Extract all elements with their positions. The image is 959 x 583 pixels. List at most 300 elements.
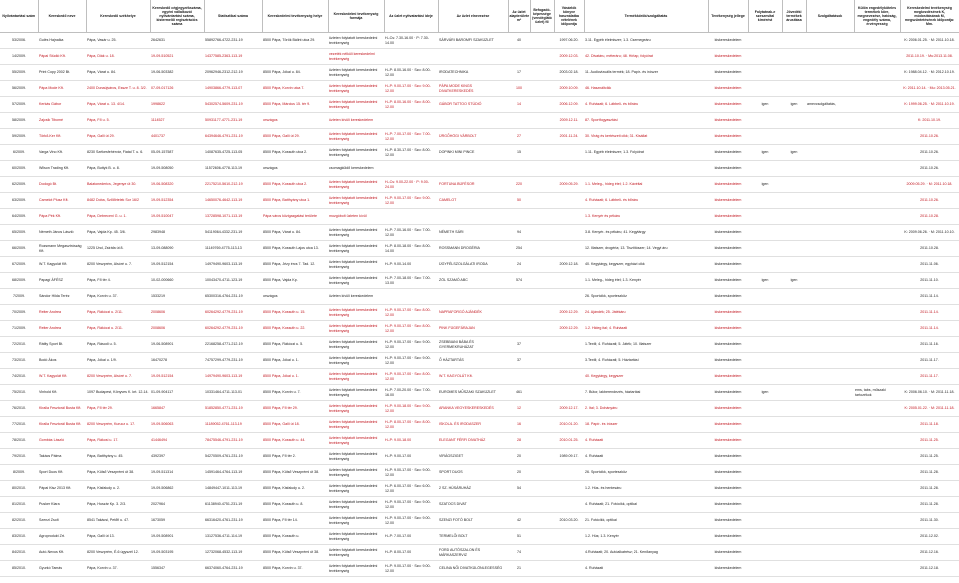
registration-number: 19-09-510521	[150, 49, 204, 65]
trader-name: Gulés Hajnalka	[38, 33, 86, 49]
statistical-number: 10043470-4711-123-19	[204, 273, 262, 289]
status-date: 2011.11.28.	[900, 481, 959, 497]
floor-area: 15	[508, 145, 530, 161]
excise-goods	[782, 81, 806, 97]
trade-location: 8500 Pápa, Korvin u. 37.	[262, 561, 328, 577]
floor-area: 461	[508, 385, 530, 401]
alcohol-service: igen	[748, 145, 782, 161]
capacity	[530, 209, 554, 225]
shop-name: Ő HÁZTARTÁS	[438, 353, 508, 369]
registry-number: 68/2009.	[0, 273, 38, 289]
shop-name: ELEGANT FÉRFI DIVATHÁZ	[438, 433, 508, 449]
registration-number: 07-09-017126	[150, 81, 204, 97]
statistical-number: 11149769-4775-113-13	[204, 241, 262, 257]
opening-hours	[384, 289, 438, 305]
trader-name: Németh János László	[38, 225, 86, 241]
floor-area	[508, 321, 530, 337]
status-date: K: 2006.06.10. · M: 2011.11.18.	[900, 385, 959, 401]
registry-number: 58/2009.	[0, 113, 38, 129]
capacity	[530, 529, 554, 545]
statistical-number: 22168258-4771-212-19	[204, 337, 262, 353]
special-permits	[854, 65, 900, 81]
product-groups: 18. Papír- és írószer	[584, 417, 708, 433]
complaint-book-date: 2003.02.18.	[554, 65, 584, 81]
status-date: K: 2011.10.14. · Mu: 2013.05.21.	[900, 81, 959, 97]
services	[806, 33, 854, 49]
product-groups: 40. Kegytárgy, kegyszer	[584, 369, 708, 385]
capacity	[530, 385, 554, 401]
trader-name: Gyurkó Tamás	[38, 561, 86, 577]
opening-hours: H–P: 9.00-14.00	[384, 257, 438, 273]
trader-name: Sport Duos Kft.	[38, 465, 86, 481]
capacity	[530, 337, 554, 353]
registry-number: 81/2010.	[0, 497, 38, 513]
complaint-book-date	[554, 465, 584, 481]
registration-number: 05-09-157587	[150, 145, 204, 161]
excise-goods	[782, 241, 806, 257]
registration-number: 2027964	[150, 497, 204, 513]
table-header-row	[0, 0, 959, 33]
trader-name: Kiralla Fesztorál Busta Kft.	[38, 401, 86, 417]
product-groups: 4. Ruházati; 21. Fotócikk, optikai	[584, 497, 708, 513]
statistical-number: 14650076-4642-113-19	[204, 193, 262, 209]
activity-kind: kiskereskedelem	[708, 433, 748, 449]
registration-number: 1114527	[150, 113, 204, 129]
registration-number: 19-09-508901	[150, 529, 204, 545]
statistical-number: 11572606-4778-113-19	[204, 161, 262, 177]
trader-seat: 8200 Veszprém, Alsóré u. 7.	[86, 369, 150, 385]
registry-number: 6/2009.	[0, 145, 38, 161]
opening-hours: H–P: 9.00-17.00 · Szo: 8.00-12.00	[384, 369, 438, 385]
registry-number: 80/2010.	[0, 481, 38, 497]
complaint-book-date: 2006.12.09.	[554, 97, 584, 113]
table-row	[0, 193, 959, 209]
registration-number: 19-09-506862	[150, 481, 204, 497]
registry-number: 56/2009.	[0, 81, 38, 97]
trader-name: Pápa Mode Kft.	[38, 81, 86, 97]
floor-area	[508, 497, 530, 513]
trader-seat: Pápa, Korvin u. 37.	[86, 289, 150, 305]
trader-name: Gombás László	[38, 433, 86, 449]
registration-number: 1673059	[150, 513, 204, 529]
shop-name: ARANKA VEGYESKERESKEDÉS	[438, 401, 508, 417]
trade-location: 8500 Pápa, Kossuth Lajos utca 13.	[262, 241, 328, 257]
excise-goods	[782, 497, 806, 513]
statistical-number: 11189052-4761-113-19	[204, 417, 262, 433]
trade-location: 8500 Pápa, Török Bálint utca 29.	[262, 33, 328, 49]
capacity	[530, 417, 554, 433]
special-permits	[854, 513, 900, 529]
statistical-number: 14979490-9603-113-19	[204, 257, 262, 273]
excise-goods	[782, 481, 806, 497]
status-date: 2011.11.25.	[900, 449, 959, 465]
product-groups: 4. Ruházati; 6. Lábbeli- és bőráru	[584, 97, 708, 113]
trader-name: W.T. Kagyolát Kft.	[38, 369, 86, 385]
activity-kind: kiskereskedelem	[708, 289, 748, 305]
table-row	[0, 113, 959, 129]
statistical-number: 14377585-2363-113-19	[204, 49, 262, 65]
registry-number: 83/2010.	[0, 529, 38, 545]
special-permits	[854, 193, 900, 209]
services	[806, 513, 854, 529]
capacity	[530, 497, 554, 513]
alcohol-service	[748, 305, 782, 321]
trader-seat: Pápa, Jókai u. 1/9.	[86, 353, 150, 369]
trade-location: 8500 Pápa, Fő tér 14.	[262, 513, 328, 529]
product-groups: 12. Illatszer, drogéria; 13. Tisztítószer; 14. Vegyi áru	[584, 241, 708, 257]
shop-name	[438, 289, 508, 305]
services	[806, 145, 854, 161]
shop-name: CAMELOT	[438, 193, 508, 209]
shop-name: IRODATECHNIKA	[438, 65, 508, 81]
services	[806, 561, 854, 577]
statistical-number: 14087635-4725-113-05	[204, 145, 262, 161]
trade-form: üzleten folytatott kereskedelmi tevékenység	[328, 513, 384, 529]
floor-area: 42	[508, 513, 530, 529]
alcohol-service	[748, 353, 782, 369]
trade-form: üzleten folytatott kereskedelmi tevékenység	[328, 129, 384, 145]
floor-area: 37	[508, 353, 530, 369]
floor-area: 20	[508, 465, 530, 481]
registration-number: 19-09-508050	[150, 161, 204, 177]
trader-seat: 2400 Dunaújváros, Essze T. u. 8. 3/2.	[86, 81, 150, 97]
alcohol-service	[748, 529, 782, 545]
excise-goods: igen	[782, 273, 806, 289]
capacity	[530, 81, 554, 97]
excise-goods	[782, 289, 806, 305]
activity-kind: kiskereskedelem	[708, 161, 748, 177]
complaint-book-date	[554, 161, 584, 177]
product-groups: 7. Bútor, lakberendezés, háztartási	[584, 385, 708, 401]
activity-kind: kiskereskedelem	[708, 369, 748, 385]
trade-form: csomagküldő kereskedelem	[328, 161, 384, 177]
trader-seat: Pápa, Vajda Kp. 45. 3/6.	[86, 225, 150, 241]
floor-area: 28	[508, 433, 530, 449]
activity-kind: kiskereskedelem	[708, 177, 748, 193]
alcohol-service	[748, 161, 782, 177]
registration-number: 19-09-506063	[150, 417, 204, 433]
complaint-book-date: 1997.06.20.	[554, 33, 584, 49]
table-row	[0, 241, 959, 257]
services	[806, 81, 854, 97]
alcohol-service	[748, 449, 782, 465]
capacity	[530, 289, 554, 305]
registration-number: 16470278	[150, 353, 204, 369]
registry-number: 67/2009.	[0, 257, 38, 273]
table-row	[0, 497, 959, 513]
registration-number: 19-09-510047	[150, 209, 204, 225]
statistical-number: 22175210-5610-212-19	[204, 177, 262, 193]
status-date: 2011.11.28.	[900, 497, 959, 513]
trade-form: üzleten folytatott kereskedelmi tevékenység	[328, 561, 384, 577]
opening-hours: H–P: 9.00-17.00 · Szo: 8.00-12.00	[384, 305, 438, 321]
trade-form: üzleten folytatott kereskedelmi tevékenység	[328, 545, 384, 561]
floor-area	[508, 305, 530, 321]
shop-name: SÁRVÁRI BAROMFI SZAKÜZLET	[438, 33, 508, 49]
table-row	[0, 129, 959, 145]
table-row	[0, 161, 959, 177]
column-header: Kereskedelmi tevékenység helye	[262, 0, 328, 33]
opening-hours: H–P: 9.00-17.00 · Szo: 9.00-12.00	[384, 193, 438, 209]
trader-name: Rozsmann Megasztrószág Kft.	[38, 241, 86, 257]
statistical-number: 64394646-4791-231-19	[204, 129, 262, 145]
shop-name: NÉMETH SÁRI	[438, 225, 508, 241]
product-groups: 3.Textil; 4. Ruházati; 5. Háztartási	[584, 353, 708, 369]
complaint-book-date	[554, 225, 584, 241]
trade-location: 8500 Pápa, Jókai u. 84.	[262, 65, 328, 81]
services	[806, 449, 854, 465]
trade-form: üzleten folytatott kereskedelmi tevékenység	[328, 65, 384, 81]
status-date: 2011.11.18.	[900, 417, 959, 433]
trader-seat: Pápa, Galli út 29.	[86, 129, 150, 145]
statistical-number: 13728598-1071-113-19	[204, 209, 262, 225]
product-groups: 26. Sportcikk, sporteszköz	[584, 465, 708, 481]
trader-name: Zajcsik Tibomé	[38, 113, 86, 129]
trade-form: üzleten folytatott kereskedelmi tevékenység	[328, 497, 384, 513]
opening-hours	[384, 49, 438, 65]
trade-location: országos	[262, 289, 328, 305]
alcohol-service	[748, 113, 782, 129]
alcohol-service	[748, 81, 782, 97]
floor-area: 20	[508, 449, 530, 465]
status-date: 2011.11.14.	[900, 305, 959, 321]
registry-number: 60/2009.	[0, 161, 38, 177]
special-permits	[854, 369, 900, 385]
activity-kind: kiskereskedelem	[708, 545, 748, 561]
special-permits	[854, 337, 900, 353]
alcohol-service	[748, 417, 782, 433]
table-row	[0, 33, 959, 49]
trader-seat: Pápa, Külső Veszprémi út 38.	[86, 465, 150, 481]
special-permits	[854, 305, 900, 321]
column-header: Kereskedő cégjegyzékszáma, egyéni vállalkozói nyilvántartási száma, kistermelői regisztrációs száma	[150, 0, 204, 33]
opening-hours: H–P: 9.00-17.00 · Szo: 8.00-12.00	[384, 321, 438, 337]
table-row	[0, 433, 959, 449]
trader-name: Pápa Pék Kft.	[38, 209, 86, 225]
statistical-number: 14903866-4779-113-07	[204, 81, 262, 97]
product-groups: 1.Textil; 4. Ruházati; 5. Játék; 10. Illatszer	[584, 337, 708, 353]
table-row	[0, 225, 959, 241]
alcohol-service	[748, 369, 782, 385]
special-permits	[854, 497, 900, 513]
alcohol-service	[748, 401, 782, 417]
table-row	[0, 465, 959, 481]
activity-kind: kiskereskedelem	[708, 449, 748, 465]
status-date: 2011.10.19. · Mu:2013.11.08.	[900, 49, 959, 65]
registry-number: 62/2009.	[0, 177, 38, 193]
alcohol-service: igen	[748, 177, 782, 193]
status-date: 2011.11.17.	[900, 353, 959, 369]
shop-name: ZÖL SZAMÓ ABC	[438, 273, 508, 289]
excise-goods	[782, 385, 806, 401]
table-row	[0, 97, 959, 113]
opening-hours: H–P: 7.00-20.00 · Szo: 7.00-16.00	[384, 385, 438, 401]
trader-name: Print Copy 2002 Bt.	[38, 65, 86, 81]
complaint-book-date	[554, 497, 584, 513]
registration-number: 4392397	[150, 449, 204, 465]
product-groups: 26. Sportcikk, sporteszköz	[584, 289, 708, 305]
excise-goods	[782, 129, 806, 145]
floor-area	[508, 113, 530, 129]
statistical-number: 78475546-4791-231-19	[204, 433, 262, 449]
shop-name: GÁBOR TATTOO STÚDIÓ	[438, 97, 508, 113]
status-date: K: 2006.01.25. · M: 2011.10.18.	[900, 33, 959, 49]
trade-form: üzleten folytatott kereskedelmi tevékenység	[328, 177, 384, 193]
trade-form: üzleten folytatott kereskedelmi tevékenység	[328, 449, 384, 465]
product-groups: 1.2. Hús- és hentesáru	[584, 481, 708, 497]
capacity	[530, 113, 554, 129]
status-date: 2011.11.28.	[900, 465, 959, 481]
shop-name: EUROMES MŰSZAKI SZAKÜZLET	[438, 385, 508, 401]
excise-goods	[782, 417, 806, 433]
trade-form: üzleten kívüli kereskedelem	[328, 289, 384, 305]
special-permits	[854, 545, 900, 561]
excise-goods	[782, 65, 806, 81]
opening-hours: H–P: 9.00-17.00 · Szo: 9.00-12.00	[384, 497, 438, 513]
excise-goods	[782, 321, 806, 337]
complaint-book-date: 2009.10.09.	[554, 81, 584, 97]
opening-hours: H–P: 8.00-17.00 · Szo: 8.00-12.00	[384, 417, 438, 433]
shop-name: W.T. KAGYOLÁT Kft.	[438, 369, 508, 385]
special-permits	[854, 209, 900, 225]
shop-name: PINK FÜGEFÁRAJAN	[438, 321, 508, 337]
table-row	[0, 209, 959, 225]
trader-seat: Pápa, Batthyány u. 45.	[86, 449, 150, 465]
shop-name: NAPRAFORGÓ AJÁNDÉK	[438, 305, 508, 321]
complaint-book-date: 2009.12.29.	[554, 305, 584, 321]
registry-number: 82/2010.	[0, 513, 38, 529]
special-permits	[854, 529, 900, 545]
opening-hours: H–P: 9.00-17.00 · Szo: 9.00-12.00	[384, 337, 438, 353]
trade-form: üzleten folytatott kereskedelmi tevékenység	[328, 81, 384, 97]
activity-kind: kiskereskedelem	[708, 241, 748, 257]
floor-area	[508, 161, 530, 177]
capacity	[530, 49, 554, 65]
excise-goods	[782, 401, 806, 417]
status-date: 2011.11.30.	[900, 513, 959, 529]
activity-kind: kiskereskedelem	[708, 385, 748, 401]
trade-location: 8500 Pápa, Kisfaludy u. 2.	[262, 481, 328, 497]
activity-kind: kiskereskedelem	[708, 33, 748, 49]
registration-number: 2642631	[150, 33, 204, 49]
excise-goods	[782, 225, 806, 241]
special-permits	[854, 145, 900, 161]
trade-form: üzleten folytatott kereskedelmi tevékenység	[328, 353, 384, 369]
product-groups: 30. Virág és kertészeti cikk; 31. Kisállat	[584, 129, 708, 145]
alcohol-service: igen	[748, 97, 782, 113]
column-header: Jövedéki termékek árusítása	[782, 0, 806, 33]
opening-hours	[384, 209, 438, 225]
table-row	[0, 513, 959, 529]
services	[806, 417, 854, 433]
product-groups: 1.1. Meleg-, hideg étel; 1.2. Kávéital	[584, 177, 708, 193]
registry-number: 57/2009.	[0, 97, 38, 113]
trader-seat: Balatonederics, Jegenye út 30.	[86, 177, 150, 193]
activity-kind: kiskereskedelem	[708, 497, 748, 513]
registry-number: 77/2010.	[0, 417, 38, 433]
trade-location: 8500 Pápa, Vajda Kp.	[262, 273, 328, 289]
excise-goods	[782, 433, 806, 449]
complaint-book-date: 2001.11.24.	[554, 129, 584, 145]
statistical-number: 14979490-9603-113-19	[204, 369, 262, 385]
trade-location: 8500 Pápa, Jézy ércs 7. Tad. 12.	[262, 257, 328, 273]
trade-form: üzleten folytatott kereskedelmi tevékenység	[328, 273, 384, 289]
product-groups: 21. Fotócikk, optikai	[584, 513, 708, 529]
trader-seat: Pápa, Fő u. 5.	[86, 113, 150, 129]
trader-name: Reiter Andrea	[38, 321, 86, 337]
shop-name	[438, 49, 508, 65]
opening-hours: H–P: 8.30-17.00 · Szo: 8.00-12.00	[384, 145, 438, 161]
services	[806, 289, 854, 305]
excise-goods	[782, 177, 806, 193]
floor-area: 100	[508, 81, 530, 97]
table-row	[0, 417, 959, 433]
trader-seat: Pápa, Rákóczi u. 2/11.	[86, 305, 150, 321]
status-date: K: 2009.06.26. · M: 2011.10.10.	[900, 225, 959, 241]
product-groups: 87. Sportfogyasztási	[584, 113, 708, 129]
capacity	[530, 481, 554, 497]
trader-seat: Pápa, Buttyk B. u. 8.	[86, 161, 150, 177]
status-date: 2011.10.28.	[900, 209, 959, 225]
trade-location: 8500 Pápa, Kossuth u.	[262, 529, 328, 545]
special-permits	[854, 225, 900, 241]
services	[806, 225, 854, 241]
trade-form: üzleten folytatott kereskedelmi tevékenység	[328, 225, 384, 241]
registry-number: 74/2010.	[0, 369, 38, 385]
opening-hours: H–P: 8.00-17.00	[384, 545, 438, 561]
services	[806, 385, 854, 401]
activity-kind: kiskereskedelem	[708, 225, 748, 241]
registration-number: 19-09-512154	[150, 369, 204, 385]
trade-form: üzleten kívüli kereskedelem	[328, 113, 384, 129]
trade-location: országos	[262, 161, 328, 177]
capacity	[530, 305, 554, 321]
complaint-book-date	[554, 529, 584, 545]
statistical-number: 13127536-4711-114-19	[204, 529, 262, 545]
statistical-number: 10331464-4711-113-01	[204, 385, 262, 401]
services	[806, 545, 854, 561]
table-row	[0, 385, 959, 401]
registration-number: 2008606	[150, 321, 204, 337]
floor-area	[508, 369, 530, 385]
opening-hours: H–P: 6.00-17.00 · Szo: 6.00-12.00	[384, 481, 438, 497]
shop-name: TERMELŐI BOLT	[438, 529, 508, 545]
statistical-number: 55892766-4722-231-19	[204, 33, 262, 49]
trader-seat: 1225 Ünd, Zsiráfa út 8.	[86, 241, 150, 257]
trader-name: Pápai Stúdió Kft.	[38, 49, 86, 65]
trade-location: Pápa város közigazgatási területe	[262, 209, 328, 225]
alcohol-service: igen	[748, 273, 782, 289]
table-row	[0, 49, 959, 65]
trader-seat: Pápa, Várat u. 13. 4/14.	[86, 97, 150, 113]
complaint-book-date	[554, 145, 584, 161]
trade-location: 8500 Pápa, Kossuth u. 15.	[262, 305, 328, 321]
product-groups: 4. Ruházati	[584, 433, 708, 449]
registry-number: 8/2009.	[0, 465, 38, 481]
alcohol-service	[748, 129, 782, 145]
registry-number: 63/2009.	[0, 193, 38, 209]
table-body	[0, 33, 959, 577]
registration-number: 1998622	[150, 97, 204, 113]
trade-form: vezeték nélküli kereskedelmi tevékenység	[328, 49, 384, 65]
trade-form: üzleten folytatott kereskedelmi tevékenység	[328, 305, 384, 321]
trade-form: üzleten folytatott kereskedelmi tevékenység	[328, 465, 384, 481]
services	[806, 49, 854, 65]
registry-number: 59/2009.	[0, 129, 38, 145]
capacity	[530, 513, 554, 529]
special-permits	[854, 273, 900, 289]
statistical-number: 54270509-4761-231-19	[204, 449, 262, 465]
